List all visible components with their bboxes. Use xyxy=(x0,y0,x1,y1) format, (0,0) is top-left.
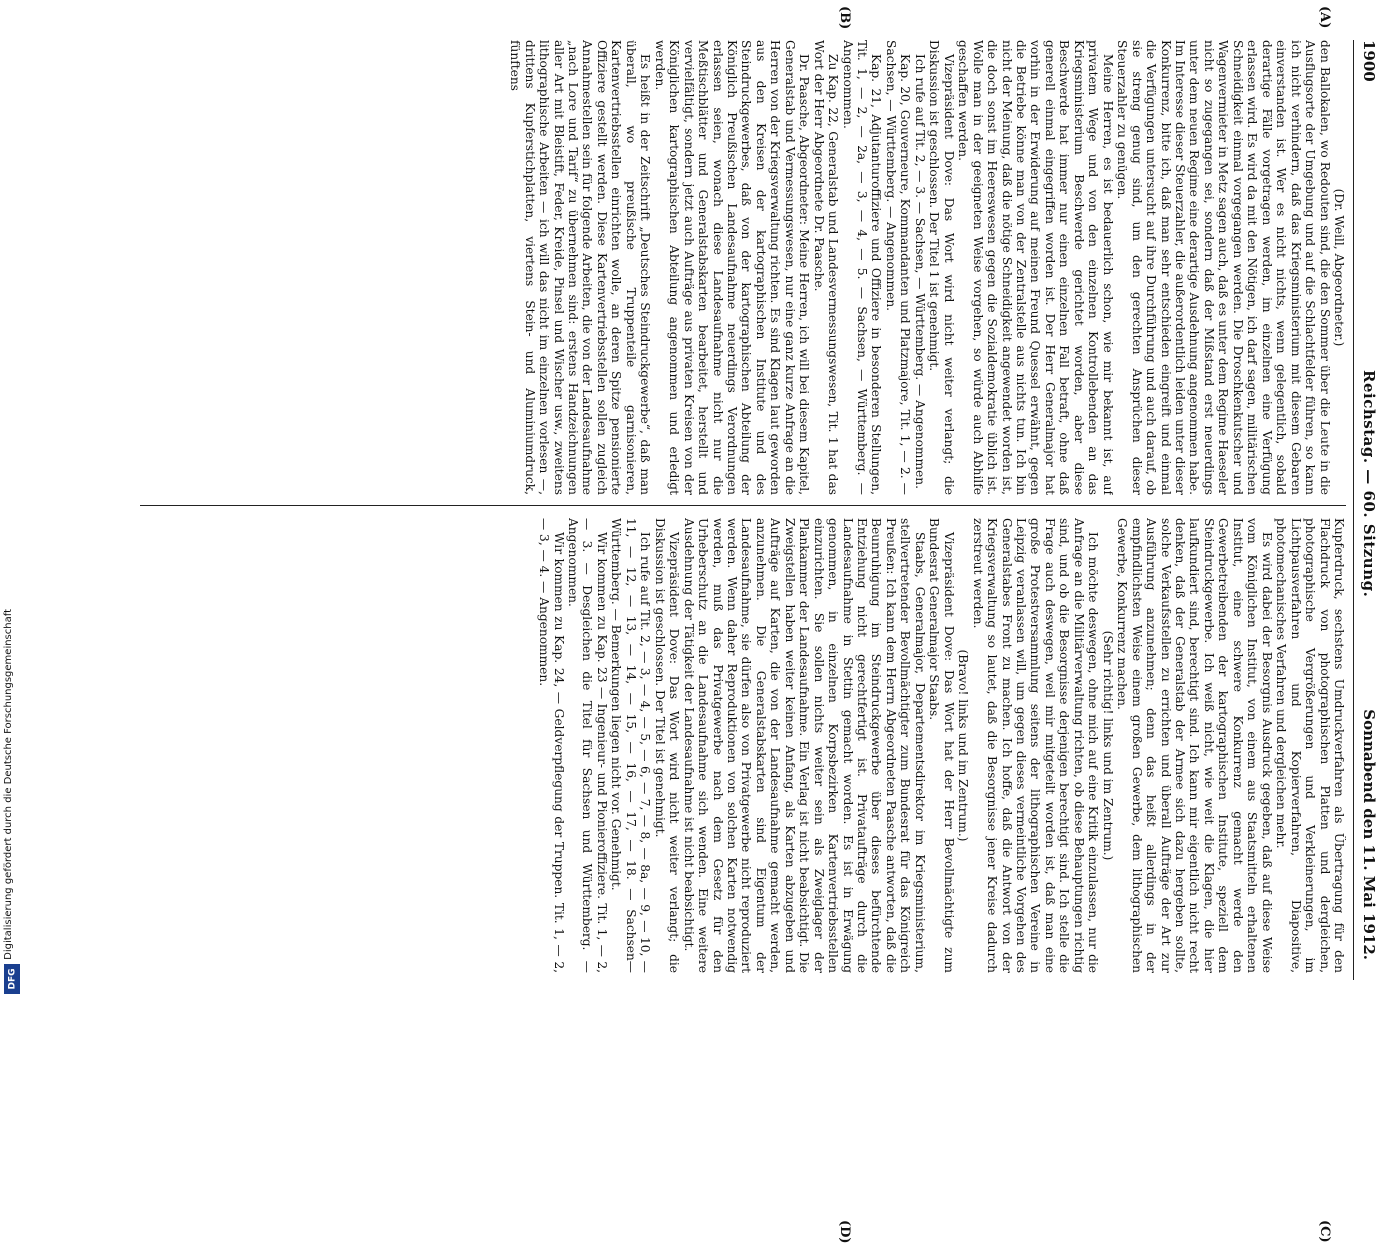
speaker-note: (Dr. Weill, Abgeordneter.) xyxy=(1332,188,1346,347)
interjection: (Bravo! links und im Zentrum.) xyxy=(956,649,971,842)
paragraph: Ich möchte deswegen, ohne mich auf eine Kritik einzulassen, nur die Anfrage an die Militärverwaltung richten, ob diese Behauptungen richtig sind, und ob die Besorgnisse derjenigen berechtigt sind. Ich stelle die Frage auch deswegen, weil mir mitgeteilt worden ist, daß man eine große Protestversammlung seitens der lithographischen Vereine in Leipzig veranlassen will, um gegen dieses vermeintliche Vorgehen des Generalstabes Front zu machen. Ich hoffe, daß die Antwort von der Kriegsverwaltung so lautet, daß die Besorgnisse jener Kreise dadurch zerstreut werden. xyxy=(970,518,1101,973)
left-column xyxy=(130,40,1346,495)
paragraph: Vizepräsident Dove: Das Wort wird nicht weiter verlangt; die Diskussion ist geschlossen. Der Titel 1 ist genehmigt. xyxy=(927,40,956,495)
paragraph: Meine Herren, es ist bedauerlich schon, wie mir bekannt ist, auf privatem Wege und von den einzelnen Kontrollebenden an das Kriegsministerium Beschwerde gerichtet worden, aber diese Beschwerde hat immer nur einen einzelnen Fall betraft, ohne daß generell einmal eingegriffen worden ist. Der Herr Generalmajor hat vorhin in der Erwiderung auf meinen Freund Quessel erwähnt, gegen die Betriebe könne man von der Zentralstelle aus nichts tun. Ich bin nicht der Meinung, daß die nötige Schneidigkeit angewendet worden ist, die doch sonst im Heereswesen gegen die Sozialdemokratie üblich ist. Wolle man in der geeigneten Weise vorgehen, so würde auch Abhilfe geschaffen werden. xyxy=(956,40,1115,495)
paragraph: Kupferdruck, sechstens Umdruckverfahren als Übertragung für den Flachdruck von photographischen Platten und dergleichen, photographische Vergrößerungen und Verkleinerungen, im Lichtpausverfahren und Kopierverfahren, Diapositive, photomechanisches Verfahren und dergleichen mehr. xyxy=(1274,518,1346,973)
paragraph: Vizepräsident Dove: Das Wort wird nicht weiter verlangt; die Diskussion ist geschlossen. Der Titel ist genehmigt. xyxy=(652,518,682,973)
paragraph: Ich rufe auf Tit. 2, — 3, — 4, — 5, — 6, — 7, — 8, — 8a, — 9, — 10, — 11, — 12, — 13, — 14, — 15, — 16, — 17, — 18. — Sachsen—Württemberg. — Bemerkungen liegen nicht vor. Genehmigt. xyxy=(609,518,653,973)
header-rule xyxy=(1353,40,1354,980)
column-rule xyxy=(140,505,1346,506)
dfg-logo xyxy=(4,964,20,994)
paragraph: Ich rufe auf Tit. 2, — 3. — Sachsen, — Württemberg. — Angenommen. xyxy=(912,54,927,489)
page-header xyxy=(1356,40,1382,990)
margin-marker-a: (A) xyxy=(1317,6,1332,29)
margin-marker-d: (D) xyxy=(837,1220,852,1244)
margin-marker-c: (C) xyxy=(1317,1220,1332,1243)
right-column xyxy=(130,518,1346,973)
paragraph: Staabs, Generalmajor, Departementsdirektor im Kriegsministerium, stellvertretender Bevollmächtigter zum Bundesrat für das Königreich Preußen: Ich kann dem Herrn Abgeordneten Paasche antworten, daß die Beunruhigung im Steindruckgewerbe über dieses befürchtende Entziehung nicht gerechtfertigt ist. Privataufträge durch die Landesaufnahme in Stettin gemacht worden. Es ist in Erwägung genommen, in einzelnen Korpsbezirken Kartenvertriebsstellen einzurichten. Sie sollen nichts weiter sein als Zweiglager der Plankammer der Landesaufnahme. Ein Verlag ist nicht beabsichtigt. Die Zweigstellen haben weiter keinen Anfang, als Karten abzugeben und Aufträge auf Karten, die von der Landesaufnahme gemacht werden, anzunehmen. Die Generalstabskarten sind Eigentum der Landesaufnahme, sie dürfen also von Privatgewerbe nicht reproduziert werden. Wenn daher Reproduktionen von solchen Karten notwendig werden, muß das Privatgewerbe nach dem Gesetz für den Urheberschutz an die Landesaufnahme sich wenden. Eine weitere Ausdehnung der Tätigkeit der Landesaufnahme ist nicht beabsichtigt. xyxy=(681,518,927,973)
paragraph: Dr. Paasche, Abgeordneter: Meine Herren, ich will bei diesem Kapitel, Generalstab und Vermessungswesen, nur eine ganz kurze Anfrage an die Herren von der Kriegsverwaltung richten. Es sind Klagen laut geworden aus den Kreisen der kartographischen Institute und des Steindruckgewerbes, daß von der kartographischen Abteilung der Königlich Preußischen Landesaufnahme neuerdings Verordnungen erlassen seien, wonach diese Landesaufnahme nicht nur die Meßtischblätter und Generalstabskarten bearbeitet, herstellt und vervielfältigt, sondern jetzt auch Aufträge aus privaten Kreisen von der Königlichen kartographischen Abteilung angenommen und erledigt werden. xyxy=(652,40,812,495)
session-title: Reichstag. — 60. Sitzung. xyxy=(1360,370,1378,598)
paragraph: Vizepräsident Dove: Das Wort hat der Herr Bevollmächtigte zum Bundesrat Generalmajor Staabs. xyxy=(927,518,956,973)
paragraph: Kap. 21, Adjutanturoffiziere und Offiziere in besonderen Stellungen, Tit. 1, — 2, — 2a, — 3, — 4, — 5. — Sachsen, — Württemberg. — Angenommen. xyxy=(840,40,884,495)
interjection: (Sehr richtig! links und im Zentrum.) xyxy=(1100,630,1115,861)
paragraph: Es heißt in der Zeitschrift „Deutsches Steindruckgewerbe“, daß man überall, wo preußische Truppenteile garnisonieren, Kartenvertriebsstellen einrichten wolle, an deren Spitze pensionierte Offiziere gestellt werden. Diese Kartenvertriebsstellen sollen zugleich Annahmestellen sein für folgende Arbeiten, die von der Landesaufnahme „nach Lore und Tarif“ zu übernehmen sind: erstens Handzeichnungen aller Art mit Bleistift, Feder, Kreide, Pinsel und Wischer usw., zweitens lithographische Arbeiten — ich will das nicht im einzelnen vorlesen —, drittens Kupferstichplatten, viertens Stein- und Aluminiumdruck, fünftens xyxy=(508,40,653,495)
paragraph: Wir kommen zu Kap. 23 — Ingenieur- und Pionieroffiziere. Tit. 1, — 2, — 3. — Desgleichen die Titel für Sachsen und Württemberg. — Angenommen. xyxy=(565,518,609,973)
rotated-page xyxy=(120,0,1382,1244)
paragraph: Zu Kap. 22, Generalstab und Landesvermessungswesen, Tit. 1 hat das Wort der Herr Abgeordnete Dr. Paasche. xyxy=(811,40,841,495)
digitization-credit xyxy=(0,0,26,1000)
margin-marker-b: (B) xyxy=(837,6,852,30)
paragraph: Kap. 20, Gouverneure, Kommandanten und Platzmajore, Tit. 1, — 2. — Sachsen, — Württemberg. — Angenommen. xyxy=(883,40,913,495)
paragraph: den Ballokalen, wo Redouten sind, die den Sommer über die Leute in die Ausflugsorte der Umgebung und auf die Schlachtfelder führen, so kann ich nicht verhindern, daß das Kriegsministerium mit diesem Gebaren einverstanden ist. Wer es nicht nichts, wenn gelegentlich, sobald derartige Fälle vorgetragen werden, im einzelnen eine Verfügung erlassen wird. Es wird da mit den Nötigen, ich darf sagen, militärischen Schneidigkeit einmal vorgegangen werden. Die Droschkenkutscher und Wagenvermieter in Metz sagen auch, daß es unter dem Regime Haeseler nicht so zugegangen sei, sondern daß der Mißstand erst neuerdings unter dem neuen Regime eine derartige Ausdehnung angenommen habe. Im Interesse dieser Steuerzahler, die außerordentlich leiden unter dieser Konkurrenz, bitte ich, daß man sehr entschieden eingreift und einmal die Verfügungen untersucht auf ihre Durchführung und auch darauf, ob sie streng genug sind, um den gerechten Ansprüchen dieser Steuerzahler zu genügen. xyxy=(1115,40,1332,495)
paragraph: Wir kommen zu Kap. 24, — Geldverpflegung der Truppen. Tit. 1, — 2, — 3, — 4. — Angenommen. xyxy=(537,518,566,973)
paragraph: Es wird dabei der Besorgnis Ausdruck gegeben, daß auf diese Weise vom Königlichen Institut, von einem aus Staatsmitteln erhaltenen Institut, eine schwere Konkurrenz gemacht werde den Gewerbetreibenden der kartographischen Institute, speziell dem Steindruckgewerbe. Ich weiß nicht, wie weit die Klagen, die hier laufkundiert sind, berechtigt sind. Ich kann mir eigentlich nicht recht denken, daß der Generalstab der Armee sich dazu hergeben sollte, solche Verkaufsstellen zu errichten und überall Aufträge der Art zur Ausführung anzunehmen; denn das heißt allerdings in der empfindlichsten Weise einem großen Gewerbe, dem lithographischen Gewerbe, Konkurrenz machen. xyxy=(1115,518,1274,973)
credit-text: Digitalisierung gefördert durch die Deutsche Forschungsgemeinschaft xyxy=(3,609,14,960)
dfg-logo-text: DFG xyxy=(7,968,18,990)
session-date: Sonnabend den 11. Mai 1912. xyxy=(1360,709,1378,960)
page-number: 1900 xyxy=(1360,40,1378,82)
